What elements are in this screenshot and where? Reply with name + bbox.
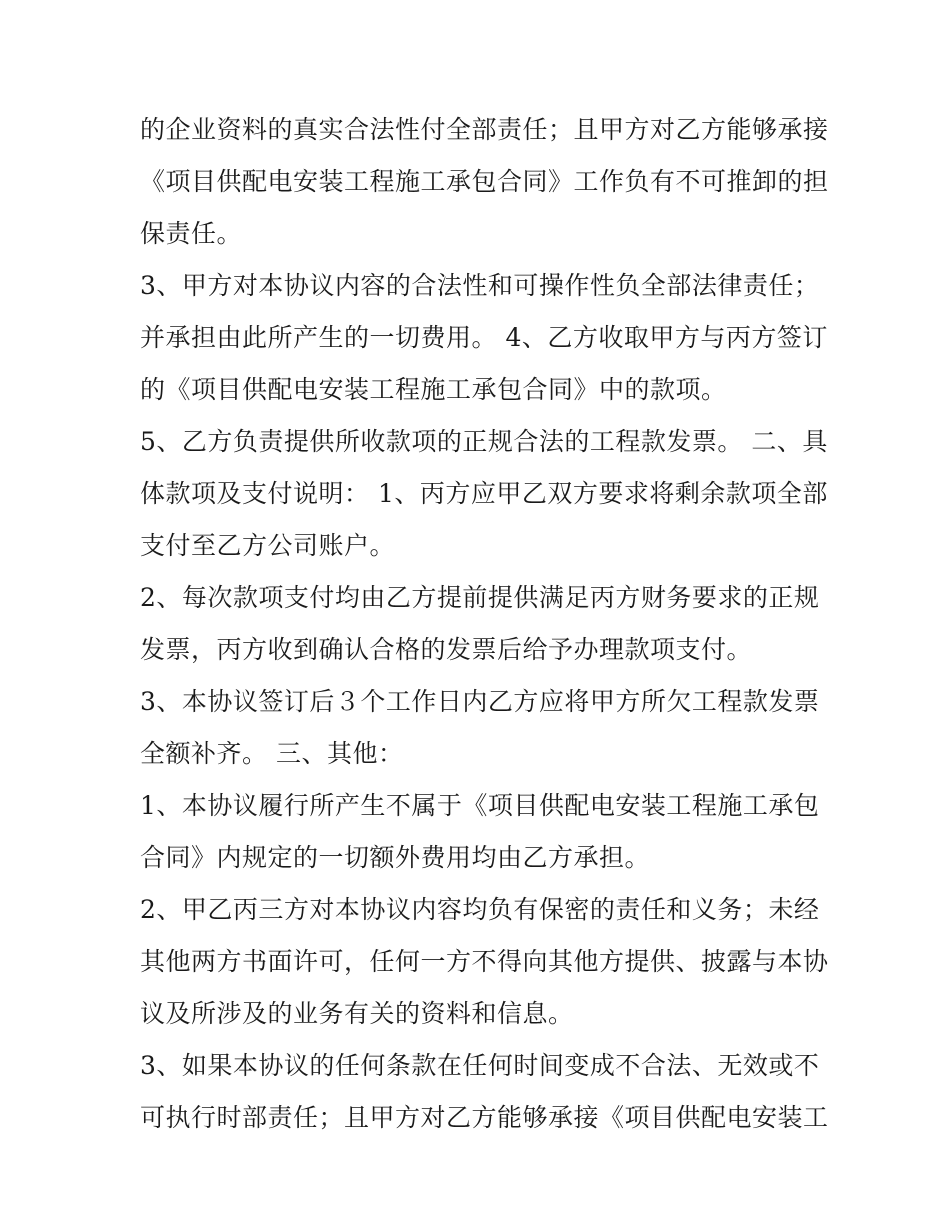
text-line: 5、乙方负责提供所收款项的正规合法的工程款发票。 二、具 [140, 427, 828, 456]
text-line: 3、甲方对本协议内容的合法性和可操作性负全部法律责任； [140, 271, 820, 300]
text-line: 全额补齐。 三、其他： [140, 739, 404, 768]
text-line: 发票，丙方收到确认合格的发票后给予办理款项支付。 [140, 635, 753, 664]
text-line: 2、每次款项支付均由乙方提前提供满足丙方财务要求的正规 [140, 583, 820, 612]
text-line: 可执行时部责任；且甲方对乙方能够承接《项目供配电安装工 [140, 1103, 829, 1132]
text-line: 《项目供配电安装工程施工承包合同》工作负有不可推卸的担 [140, 167, 829, 196]
text-line: 其他两方书面许可，任何一方不得向其他方提供、披露与本协 [140, 947, 829, 976]
document-page [140, 104, 829, 1144]
text-line: 合同》内规定的一切额外费用均由乙方承担。 [140, 843, 651, 872]
text-line: 保责任。 [140, 219, 243, 248]
text-line: 2、甲乙丙三方对本协议内容均负有保密的责任和义务；未经 [140, 895, 820, 924]
text-line: 体款项及支付说明： 1、丙方应甲乙双方要求将剩余款项全部 [140, 479, 828, 508]
text-line: 并承担由此所产生的一切费用。 4、乙方收取甲方与丙方签订 [140, 323, 828, 352]
text-line: 议及所涉及的业务有关的资料和信息。 [140, 999, 574, 1028]
text-line: 3、本协议签订后３个工作日内乙方应将甲方所欠工程款发票 [140, 687, 820, 716]
text-line: 1、本协议履行所产生不属于《项目供配电安装工程施工承包 [140, 791, 820, 820]
text-line: 的企业资料的真实合法性付全部责任；且甲方对乙方能够承接 [140, 115, 829, 144]
text-line: 的《项目供配电安装工程施工承包合同》中的款项。 [140, 375, 727, 404]
text-line: 3、如果本协议的任何条款在任何时间变成不合法、无效或不 [140, 1051, 820, 1080]
text-line: 支付至乙方公司账户。 [140, 531, 396, 560]
